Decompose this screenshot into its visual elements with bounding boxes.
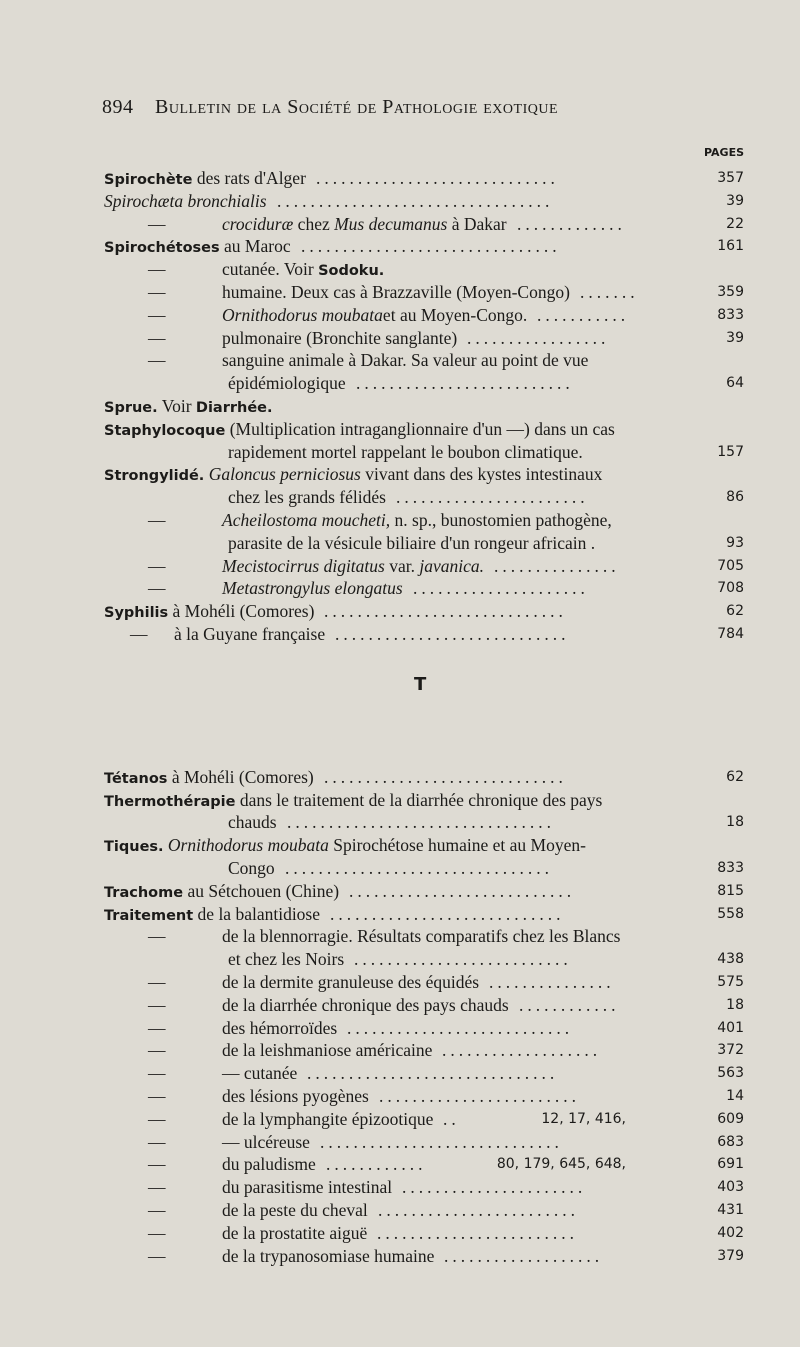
index-entry — [104, 879, 744, 903]
entry-text — [222, 1061, 297, 1085]
page-ref: 708 — [717, 580, 744, 597]
page-ref: 39 — [726, 192, 744, 209]
ditto-dash: — — [148, 555, 166, 576]
entry-text — [222, 576, 403, 600]
leader-dots: .......................... — [354, 949, 572, 970]
index-entry — [104, 970, 744, 994]
index-entry — [104, 554, 744, 578]
page-number: 894 — [102, 96, 134, 118]
entry-segment: à Mohéli (Comores) — [168, 601, 315, 622]
index-entry — [104, 622, 744, 646]
index-entry — [104, 1221, 744, 1245]
ditto-dash: — — [148, 1131, 166, 1152]
entry-text — [222, 348, 588, 372]
entry-segment: cutanée. Voir — [222, 259, 319, 280]
index-entry — [104, 485, 744, 509]
page-ref: 401 — [717, 1019, 744, 1036]
entry-italic: javanica. — [419, 555, 484, 576]
index-entry — [104, 1198, 744, 1222]
leader-dots: ........................... — [349, 880, 576, 901]
page-ref: 157 — [717, 443, 744, 460]
entry-segment: et chez les Noirs — [228, 949, 345, 970]
entry-text — [222, 1244, 434, 1268]
index-entry — [104, 1244, 744, 1268]
entry-text — [228, 856, 275, 880]
entry-keyword: Sodoku. — [318, 263, 385, 280]
entry-segment: humaine. Deux cas à Brazzaville (Moyen-Congo) — [222, 282, 570, 302]
index-entry — [104, 348, 744, 372]
index-entry — [104, 212, 744, 236]
page-ref: 815 — [717, 882, 744, 899]
entry-segment: au Maroc — [219, 236, 291, 257]
index-entry — [104, 189, 744, 213]
leader-dots: ....................... — [396, 487, 589, 508]
page-ref: 14 — [726, 1088, 744, 1104]
entry-text — [222, 1084, 369, 1108]
entry-italic: Acheilostoma moucheti, — [222, 510, 391, 530]
ditto-dash: — — [148, 350, 166, 371]
leader-dots: .......................... — [356, 373, 574, 394]
entry-text — [222, 212, 507, 236]
index-entry — [104, 1152, 744, 1176]
leader-dots: ............................. — [316, 168, 559, 188]
entry-segment: des lésions pyogènes — [222, 1086, 369, 1106]
entry-keyword: Trachome — [104, 884, 184, 901]
entry-keyword: Staphylocoque — [104, 422, 226, 439]
entry-segment: à Mohéli (Comores) — [167, 766, 314, 787]
page-ref: 784 — [717, 626, 744, 642]
entry-text — [222, 1107, 433, 1131]
entry-segment: de la prostatite aiguë — [222, 1222, 368, 1243]
entry-italic: crociduræ — [222, 213, 294, 234]
leader-dots: ................. — [467, 327, 610, 348]
entry-text — [222, 280, 570, 304]
page-ref: 438 — [717, 951, 744, 968]
page-ref: 18 — [726, 996, 744, 1013]
leader-dots: ............................. — [324, 601, 567, 622]
ditto-dash: — — [148, 926, 166, 947]
index-entry — [104, 417, 744, 441]
entry-text — [228, 810, 277, 834]
entry-segment: des rats d'Alger — [192, 168, 306, 188]
leader-dots: ................... — [442, 1040, 602, 1061]
entry-segment: au Moyen- — [509, 835, 586, 856]
ditto-dash: — — [148, 304, 166, 325]
ditto-dash: — — [148, 1063, 166, 1084]
entry-keyword: Spirochète — [104, 172, 193, 188]
leader-dots: ............................... — [301, 236, 561, 257]
entry-segment: de la diarrhée chronique des pays chauds — [222, 994, 509, 1015]
leader-dots: ....... — [580, 282, 639, 302]
page-ref: 93 — [726, 534, 744, 551]
entry-italic: Metastrongylus elongatus — [222, 578, 403, 599]
index-entry — [104, 257, 744, 281]
ditto-dash: — — [148, 1154, 166, 1175]
entry-text — [222, 1038, 432, 1062]
entry-segment: pulmonaire (Bronchite sanglante) — [222, 327, 458, 348]
leader-dots: ..................... — [413, 578, 589, 599]
ditto-dash: — — [148, 213, 166, 234]
index-entry — [104, 788, 744, 812]
leader-dots: ................................. — [277, 190, 554, 211]
leader-dots: ................................ — [285, 858, 553, 878]
entry-text — [228, 371, 346, 395]
leader-dots: ...................... — [402, 1177, 587, 1198]
page-ref: 62 — [726, 768, 744, 785]
index-entry — [104, 1061, 744, 1085]
ditto-dash: — — [148, 1086, 166, 1106]
index-entry — [104, 576, 744, 600]
index-entry — [104, 234, 744, 258]
index-entry — [104, 531, 744, 555]
entry-italic: Ornithodorus moubata — [167, 835, 329, 856]
page-ref: 161 — [717, 238, 744, 255]
entry-italic: Spirochæta bronchialis — [104, 190, 267, 211]
entry-segment: chez — [293, 213, 335, 234]
index-entry — [104, 902, 744, 926]
entry-segment: dans le traitement de la diarrhée chronique des pays — [235, 789, 603, 810]
leader-dots: ............... — [489, 972, 615, 992]
page-ref: 402 — [717, 1224, 744, 1241]
leader-dots: ................... — [444, 1245, 604, 1266]
entry-segment: Congo — [228, 858, 275, 878]
index-entry — [104, 1130, 744, 1154]
ditto-dash: — — [148, 578, 166, 599]
entry-segment: de la lymphangite épizootique — [222, 1108, 434, 1129]
page-ref: 575 — [717, 974, 744, 990]
entry-segment: rapidement mortel rappelant le boubon climatique. — [228, 441, 583, 462]
entry-text — [228, 485, 386, 509]
entry-segment: des hémorroïdes — [222, 1017, 338, 1038]
ditto-dash: — — [148, 1200, 166, 1220]
entry-segment: vivant dans des kystes intestinaux — [360, 464, 603, 485]
ditto-dash: — — [148, 1177, 166, 1198]
entry-segment: parasite de la vésicule biliaire d'un rongeur africain . — [228, 532, 596, 553]
ditto-dash: — — [148, 1222, 166, 1243]
page-ref: 691 — [717, 1156, 744, 1173]
entry-segment: chez les grands félidés — [228, 487, 386, 508]
page-ref: 62 — [726, 603, 744, 620]
ditto-dash: — — [148, 1017, 166, 1038]
journal-title: Bulletin de la Société de Pathologie exotique — [155, 96, 559, 118]
leader-dots: ............................. — [324, 766, 567, 787]
index-entry — [104, 462, 744, 486]
entry-keyword: Tétanos — [104, 770, 168, 787]
page-ref: 431 — [717, 1202, 744, 1218]
entry-text — [222, 924, 620, 948]
page-ref: 372 — [717, 1042, 744, 1059]
entry-segment: de la leishmaniose américaine — [222, 1040, 433, 1061]
ditto-dash: — — [148, 972, 166, 992]
entry-text — [222, 1175, 392, 1199]
leader-dots: ............... — [494, 555, 620, 576]
entry-italic: Mus decumanus — [334, 213, 448, 234]
entry-text — [222, 993, 509, 1017]
entry-text — [222, 1130, 310, 1154]
entry-text — [228, 440, 583, 464]
index-entry — [104, 765, 744, 789]
entry-text — [228, 947, 344, 971]
entry-keyword: Spirochétoses — [104, 240, 220, 257]
entry-segment: (Multiplication intraganglionnaire d'un —) dans un cas — [225, 418, 615, 439]
page-ref: 833 — [717, 860, 744, 876]
page-references: 12, 17, 416, — [541, 1110, 626, 1127]
entry-segment: Spirochétose humaine et — [328, 835, 510, 856]
entry-keyword: Syphilis — [104, 605, 169, 622]
entry-segment: — cutanée — [222, 1063, 298, 1084]
pages-column-label: PAGES — [703, 146, 744, 159]
entry-segment: de la dermite granuleuse des équidés — [222, 972, 480, 992]
page-ref: 64 — [726, 375, 744, 392]
index-entry — [104, 508, 744, 532]
index-entry — [104, 833, 744, 857]
index-entry — [104, 326, 744, 350]
entry-text — [222, 1152, 316, 1176]
leader-dots: ........................ — [378, 1200, 579, 1220]
leader-dots: ............ — [519, 994, 620, 1015]
entry-segment: de la blennorragie. Résultats comparatifs chez les Blancs — [222, 926, 621, 947]
page-ref: 359 — [717, 284, 744, 300]
entry-text — [222, 1016, 337, 1040]
leader-dots: ................................ — [287, 812, 555, 833]
entry-keyword: Tiques. — [104, 839, 164, 856]
ditto-dash: — — [148, 259, 166, 280]
entry-segment: du paludisme — [222, 1154, 316, 1175]
index-entry — [104, 440, 744, 464]
page-ref: 609 — [717, 1110, 744, 1127]
ditto-dash: — — [148, 327, 166, 348]
entry-segment: var. — [384, 555, 420, 576]
leader-dots: .............................. — [307, 1063, 559, 1084]
entry-italic: Mecistocirrus digitatus — [222, 555, 385, 576]
index-entry — [104, 1107, 744, 1131]
entry-segment: de la peste du cheval — [222, 1200, 368, 1220]
entry-segment: n. sp., bunostomien pathogène, — [390, 510, 612, 530]
page-ref: 563 — [717, 1065, 744, 1082]
entry-text — [174, 622, 325, 646]
leader-dots: ............................ — [330, 903, 565, 924]
entry-segment: sanguine animale à Dakar. Sa valeur au point de vue — [222, 350, 589, 371]
leader-dots: ........... — [537, 304, 630, 325]
page-ref: 18 — [726, 814, 744, 831]
index-entry — [104, 947, 744, 971]
leader-dots: ........................... — [347, 1017, 574, 1038]
page-ref: 403 — [717, 1179, 744, 1196]
ditto-dash: — — [148, 994, 166, 1015]
entry-segment: à la Guyane française — [174, 624, 326, 644]
page-ref: 833 — [717, 306, 744, 323]
index-entry — [104, 280, 744, 304]
ditto-dash: — — [130, 624, 148, 644]
index-entry — [104, 856, 744, 880]
ditto-dash: — — [148, 1040, 166, 1061]
entry-text — [222, 1198, 368, 1222]
leader-dots: ............. — [517, 213, 626, 234]
page-ref: 22 — [726, 215, 744, 232]
entry-italic: Ornithodorus moubata — [222, 304, 383, 325]
entry-text — [222, 326, 457, 350]
ditto-dash: — — [148, 282, 166, 302]
index-entry — [104, 371, 744, 395]
leader-dots: ............................. — [320, 1131, 563, 1152]
entry-keyword: Sprue. — [104, 400, 158, 416]
page-ref: 357 — [717, 170, 744, 186]
index-entry — [104, 1084, 744, 1108]
entry-keyword: Diarrhée. — [195, 400, 273, 416]
entry-segment: à Dakar — [447, 213, 507, 234]
page-ref: 558 — [717, 905, 744, 922]
ditto-dash: — — [148, 1245, 166, 1266]
section-letter: T — [414, 674, 427, 695]
ditto-dash: — — [148, 510, 166, 530]
leader-dots: ............................ — [335, 624, 570, 644]
entry-text — [222, 303, 527, 327]
index-entry — [104, 394, 744, 418]
entry-segment: de la balantidiose — [193, 903, 321, 924]
index-entry — [104, 599, 744, 623]
leader-dots: ........................ — [377, 1222, 578, 1243]
leader-dots: ........................ — [379, 1086, 580, 1106]
index-entry — [104, 924, 744, 948]
page-references: 80, 179, 645, 648, — [496, 1156, 626, 1173]
entry-segment: chauds — [228, 812, 277, 833]
entry-segment: de la trypanosomiase humaine — [222, 1245, 435, 1266]
page-ref: 379 — [717, 1247, 744, 1264]
leader-dots: .. — [443, 1108, 460, 1129]
entry-italic: Galoncus perniciosus — [208, 464, 361, 485]
page-ref: 705 — [717, 557, 744, 574]
leader-dots: ............ — [326, 1154, 427, 1175]
entry-text — [222, 970, 479, 994]
entry-keyword: Traitement — [104, 907, 194, 924]
entry-text — [222, 508, 612, 532]
entry-segment: — ulcéreuse — [222, 1131, 310, 1152]
page-ref: 683 — [717, 1133, 744, 1150]
page-ref: 86 — [726, 489, 744, 506]
entry-segment: Voir — [157, 396, 196, 416]
running-header — [102, 96, 558, 119]
entry-segment: et — [382, 304, 400, 325]
index-entry — [104, 1175, 744, 1199]
entry-segment: au Moyen-Congo. — [399, 304, 528, 325]
ditto-dash: — — [148, 1108, 166, 1129]
entry-text — [222, 554, 484, 578]
index-entry — [104, 1038, 744, 1062]
page-ref: 39 — [726, 329, 744, 346]
entry-keyword: Strongylidé. — [104, 468, 205, 485]
index-entry — [104, 1016, 744, 1040]
entry-text — [104, 189, 267, 213]
index-entry — [104, 810, 744, 834]
index-entry — [104, 993, 744, 1017]
entry-text — [222, 1221, 367, 1245]
entry-segment: au Sétchouen (Chine) — [183, 880, 340, 901]
entry-segment: du parasitisme intestinal — [222, 1177, 393, 1198]
entry-text — [228, 531, 595, 555]
entry-keyword: Thermothérapie — [104, 793, 236, 810]
index-entry — [104, 303, 744, 327]
entry-segment: épidémiologique — [228, 373, 346, 394]
index-entry — [104, 166, 744, 190]
